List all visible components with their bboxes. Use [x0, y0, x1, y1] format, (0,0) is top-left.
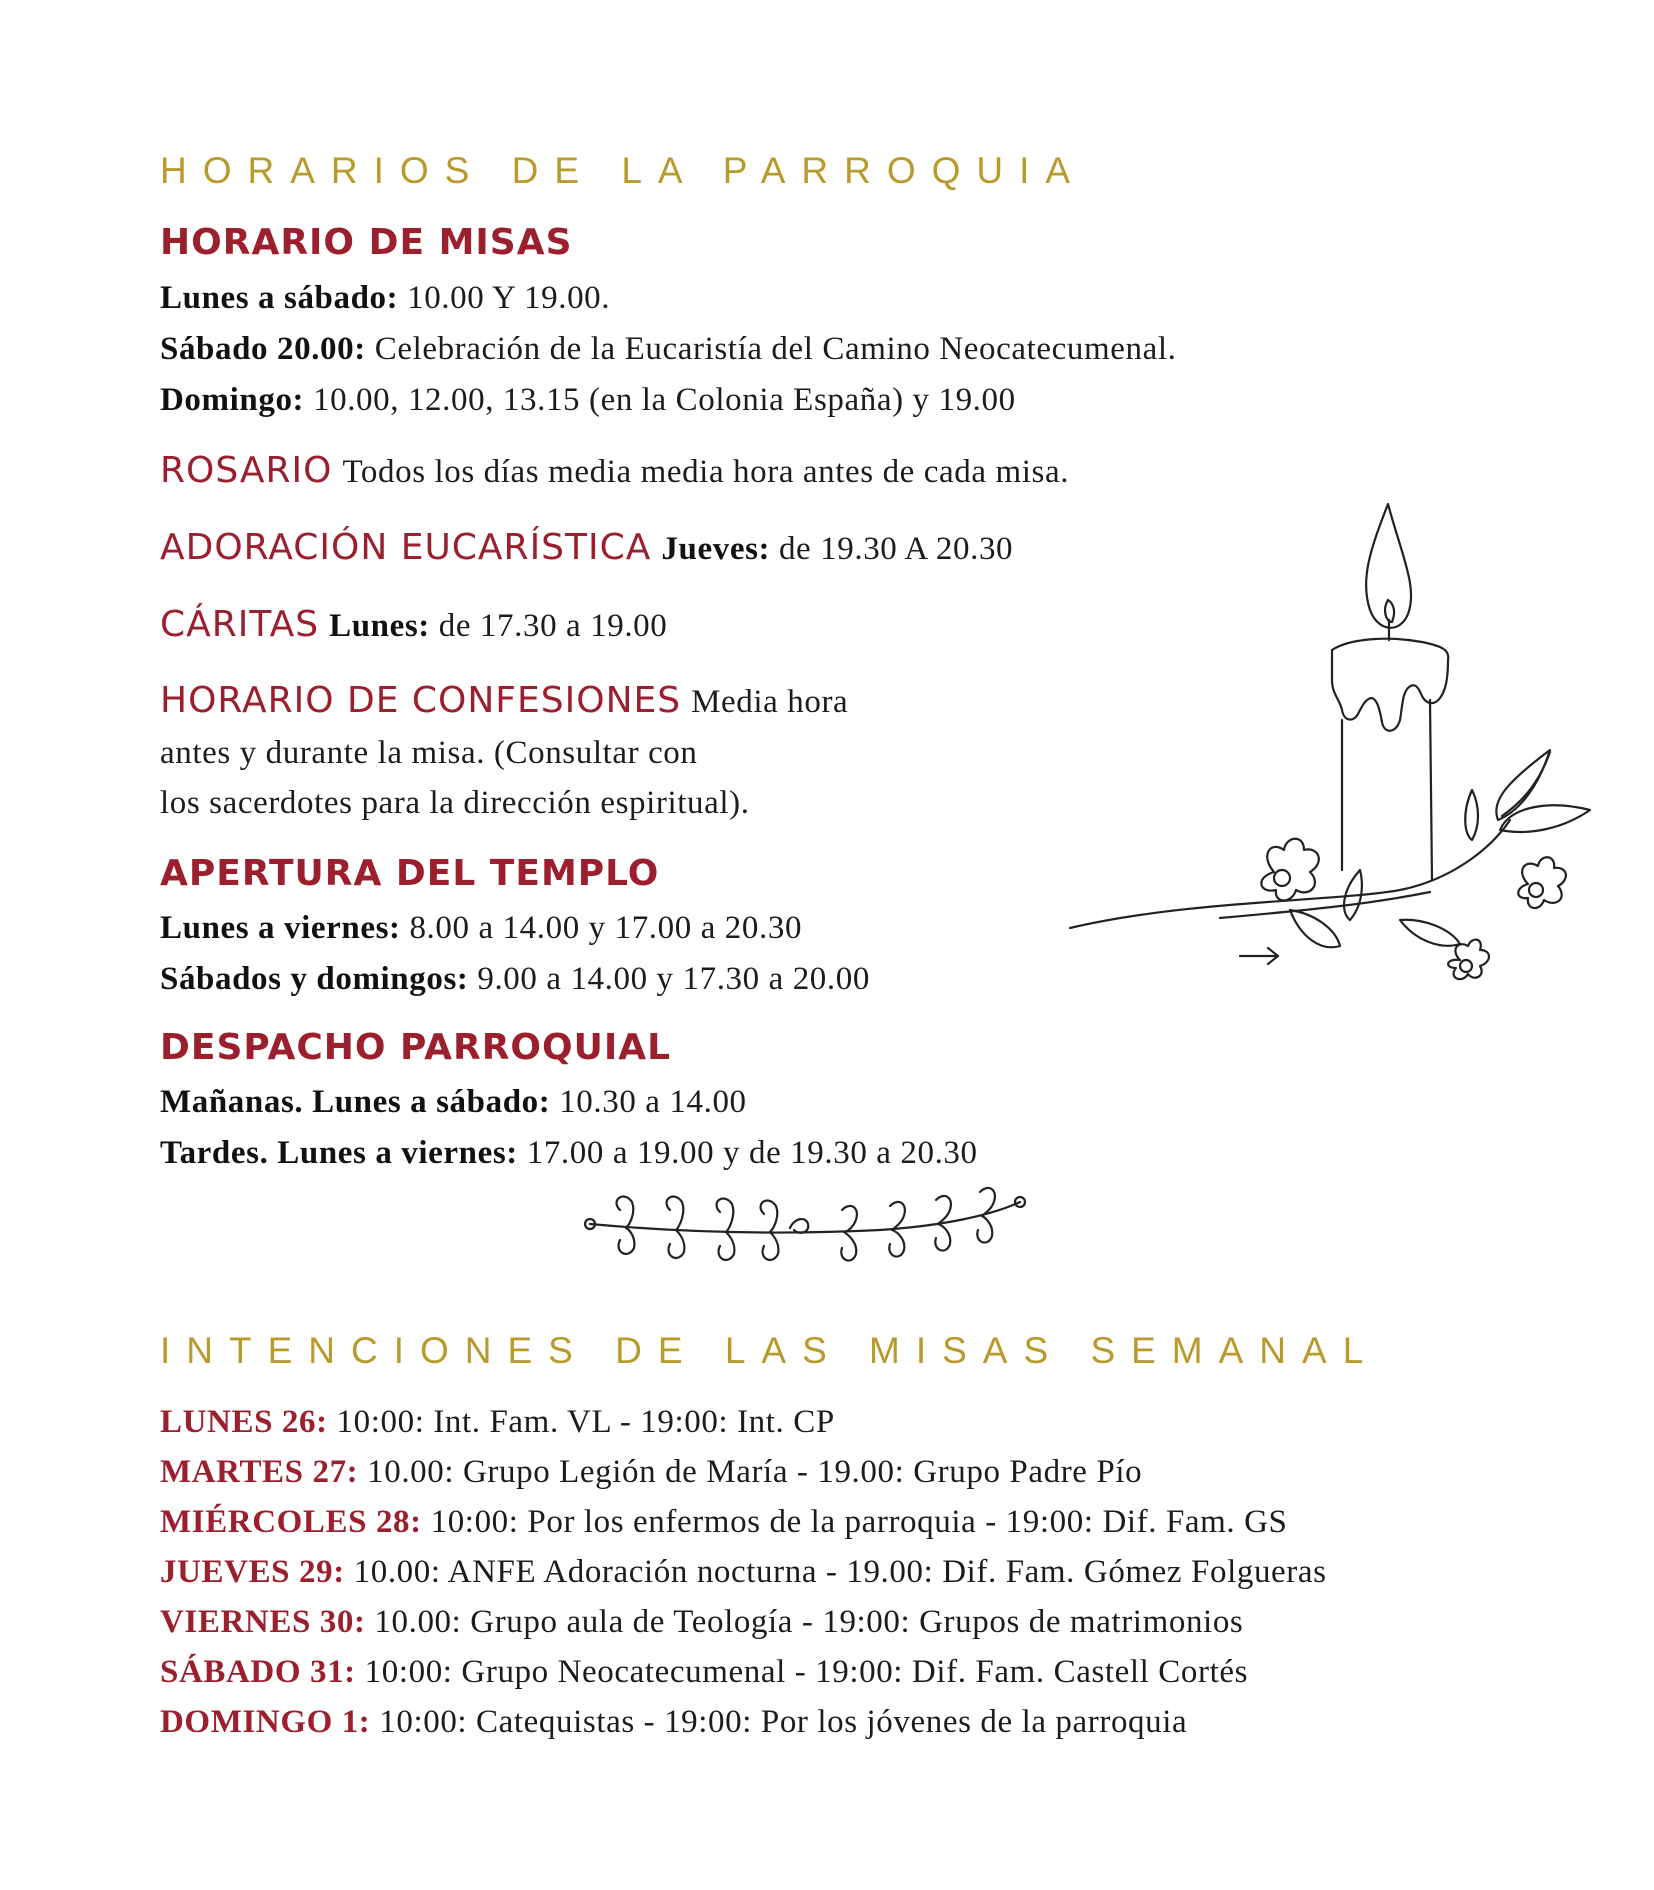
confesiones-title: HORARIO DE CONFESIONES	[160, 680, 682, 721]
apertura-title: APERTURA DEL TEMPLO	[160, 853, 660, 894]
rosario-line: ROSARIO Todos los días media media hora antes de cada misa.	[160, 450, 1070, 491]
apertura-row: Sábados y domingos: 9.00 a 14.00 y 17.30 a 20.00	[160, 961, 870, 997]
intencion-row: SÁBADO 31: 10:00: Grupo Neocatecumenal - 19:00: Dif. Fam. Castell Cortés	[160, 1654, 1249, 1690]
confesiones-line: HORARIO DE CONFESIONES Media hora	[160, 680, 849, 721]
confesiones-line: los sacerdotes para la dirección espiritual).	[160, 785, 750, 821]
caritas-title: CÁRITAS	[160, 604, 320, 645]
intencion-row: DOMINGO 1: 10:00: Catequistas - 19:00: Por los jóvenes de la parroquia	[160, 1704, 1188, 1740]
despacho-row: Tardes. Lunes a viernes: 17.00 a 19.00 y de 19.30 a 20.30	[160, 1135, 978, 1171]
adoracion-title: ADORACIÓN EUCARÍSTICA	[160, 527, 652, 568]
despacho-row: Mañanas. Lunes a sábado: 10.30 a 14.00	[160, 1084, 747, 1120]
misas-title: HORARIO DE MISAS	[160, 222, 573, 263]
misas-row: Sábado 20.00: Celebración de la Eucaristía del Camino Neocatecumenal.	[160, 331, 1177, 367]
candle-illustration-icon	[1070, 500, 1630, 990]
despacho-title: DESPACHO PARROQUIAL	[160, 1027, 672, 1068]
intencion-row: VIERNES 30: 10.00: Grupo aula de Teología - 19:00: Grupos de matrimonios	[160, 1604, 1244, 1640]
intencion-row: MARTES 27: 10.00: Grupo Legión de María - 19.00: Grupo Padre Pío	[160, 1454, 1143, 1490]
adoracion-line: ADORACIÓN EUCARÍSTICA Jueves: de 19.30 A 20.30	[160, 527, 1014, 568]
misas-row: Domingo: 10.00, 12.00, 13.15 (en la Colonia España) y 19.00	[160, 382, 1016, 418]
misas-row: Lunes a sábado: 10.00 Y 19.00.	[160, 280, 611, 316]
intenciones-title: INTENCIONES DE LAS MISAS SEMANAL	[160, 1330, 1380, 1371]
confesiones-line: antes y durante la misa. (Consultar con	[160, 735, 698, 771]
intencion-row: JUEVES 29: 10.00: ANFE Adoración nocturna - 19.00: Dif. Fam. Gómez Folgueras	[160, 1554, 1327, 1590]
laurel-divider-icon	[580, 1180, 1030, 1270]
rosario-title: ROSARIO	[160, 450, 333, 491]
intencion-row: MIÉRCOLES 28: 10:00: Por los enfermos de la parroquia - 19:00: Dif. Fam. GS	[160, 1504, 1288, 1540]
apertura-row: Lunes a viernes: 8.00 a 14.00 y 17.00 a 20.30	[160, 910, 803, 946]
horarios-title: HORARIOS DE LA PARROQUIA	[160, 150, 1087, 191]
caritas-line: CÁRITAS Lunes: de 17.30 a 19.00	[160, 604, 668, 645]
intencion-row: LUNES 26: 10:00: Int. Fam. VL - 19:00: Int. CP	[160, 1404, 835, 1440]
